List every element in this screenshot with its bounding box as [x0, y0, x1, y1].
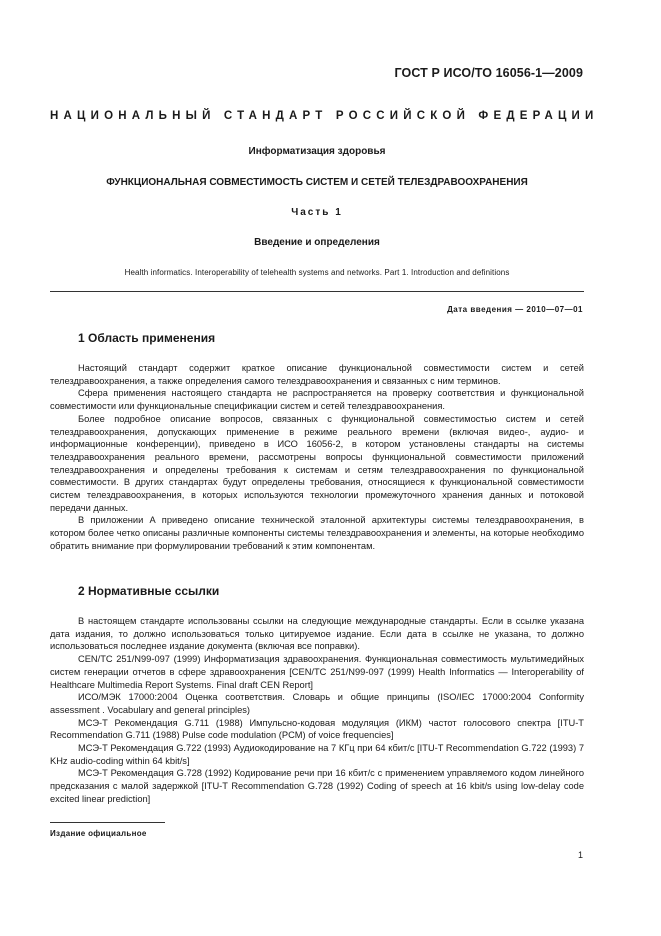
reference-item: МСЭ-Т Рекомендация G.722 (1993) Аудиокодирование на 7 КГц при 64 кбит/с [ITU-T Recommendation G.722 (1993) 7 KHz audio-coding within 64 kbit/s]: [50, 743, 584, 766]
paragraph: Более подробное описание вопросов, связанных с функциональной совместимостью систем и сетей телездравоохранения, допускающих применение в режиме реального времени (включая видео-, аудио- и информационные конференции), приведено в ИСО 16056-2, в котором установлены стандарты на системы телездравоохранения реального времени, рассмотрены вопросы функциональной совместимости приложений телездравоохранения и определены требования к системам и сетям телездравоохранения по функциональной совместимости. В других стандартах будут определены требования, относящиеся к функциональной совместимости систем телездравоохранения, в которых используются технологии промежуточного хранения данных и потоковой передачи данных.: [50, 413, 584, 513]
subtitle: Введение и определения: [254, 237, 380, 248]
section-2-body: [50, 615, 584, 806]
part-label: Часть 1: [291, 207, 343, 218]
paragraph: Сфера применения настоящего стандарта не распространяется на проверку соответствия и функциональной совместимости или функциональные спецификации систем и сетей телездравоохранения.: [50, 388, 584, 412]
document-code: ГОСТ Р ИСО/ТО 16056-1—2009: [394, 66, 583, 80]
introduction-date: Дата введения — 2010—07—01: [447, 305, 583, 314]
national-standard-heading: НАЦИОНАЛЬНЫЙ СТАНДАРТ РОССИЙСКОЙ ФЕДЕРАЦИИ: [50, 110, 599, 122]
reference-item: CEN/TC 251/N99-097 (1999) Информатизация здравоохранения. Функциональная совместимость мультимедийных систем генерации отчетов в сфере здравоохранения [CEN/TC 251/N99-097 (1999) Health Informatics — Interoperability of Healthcare Multimedia Report Systems. Final draft CEN Report]: [50, 654, 584, 690]
edition-label: Издание официальное: [50, 829, 147, 838]
main-title: ФУНКЦИОНАЛЬНАЯ СОВМЕСТИМОСТЬ СИСТЕМ И СЕТЕЙ ТЕЛЕЗДРАВООХРАНЕНИЯ: [106, 177, 528, 188]
reference-item: МСЭ-Т Рекомендация G.728 (1992) Кодирование речи при 16 кбит/с с применением управляемого кодом линейного предсказания с малой задержкой [ITU-T Recommendation G.728 (1992) Coding of speech at 16 kbit/s using low-delay code excited linear prediction]: [50, 768, 584, 804]
page-number: 1: [577, 850, 583, 860]
title-divider: [50, 291, 584, 292]
section-1-heading: 1 Область применения: [78, 331, 216, 345]
section-2-heading: 2 Нормативные ссылки: [78, 584, 220, 598]
topic-title: Информатизация здоровья: [248, 146, 386, 157]
reference-item: ИСО/МЭК 17000:2004 Оценка соответствия. Словарь и общие принципы (ISO/IEC 17000:2004 Conformity assessment . Vocabulary and general principles): [50, 692, 584, 715]
paragraph: В настоящем стандарте использованы ссылки на следующие международные стандарты. Если в ссылке указана дата издания, то должно использоваться только цитируемое издание. Если дата в ссылке не указана, то должно использоваться последнее издание документа (включая все поправки).: [50, 616, 584, 652]
english-title: Health informatics. Interoperability of telehealth systems and networks. Part 1. Introduction and definitions: [124, 268, 510, 277]
section-1-body: [50, 362, 584, 553]
footer-divider: [50, 822, 165, 823]
paragraph: В приложении А приведено описание технической эталонной архитектуры системы телездравоохранения, в котором более четко описаны различные компоненты системы телездравоохранения и элементы, на которые необходимо обратить внимание при формулировании требований к этим компонентам.: [50, 515, 584, 551]
paragraph: Настоящий стандарт содержит краткое описание функциональной совместимости систем и сетей телездравоохранения, а также определения самого телездравоохранения и связанных с ним терминов.: [50, 363, 584, 386]
reference-item: МСЭ-Т Рекомендация G.711 (1988) Импульсно-кодовая модуляция (ИКМ) частот голосового спектра [ITU-T Recommendation G.711 (1988) Pulse code modulation (PCM) of voice frequencies]: [50, 717, 584, 741]
